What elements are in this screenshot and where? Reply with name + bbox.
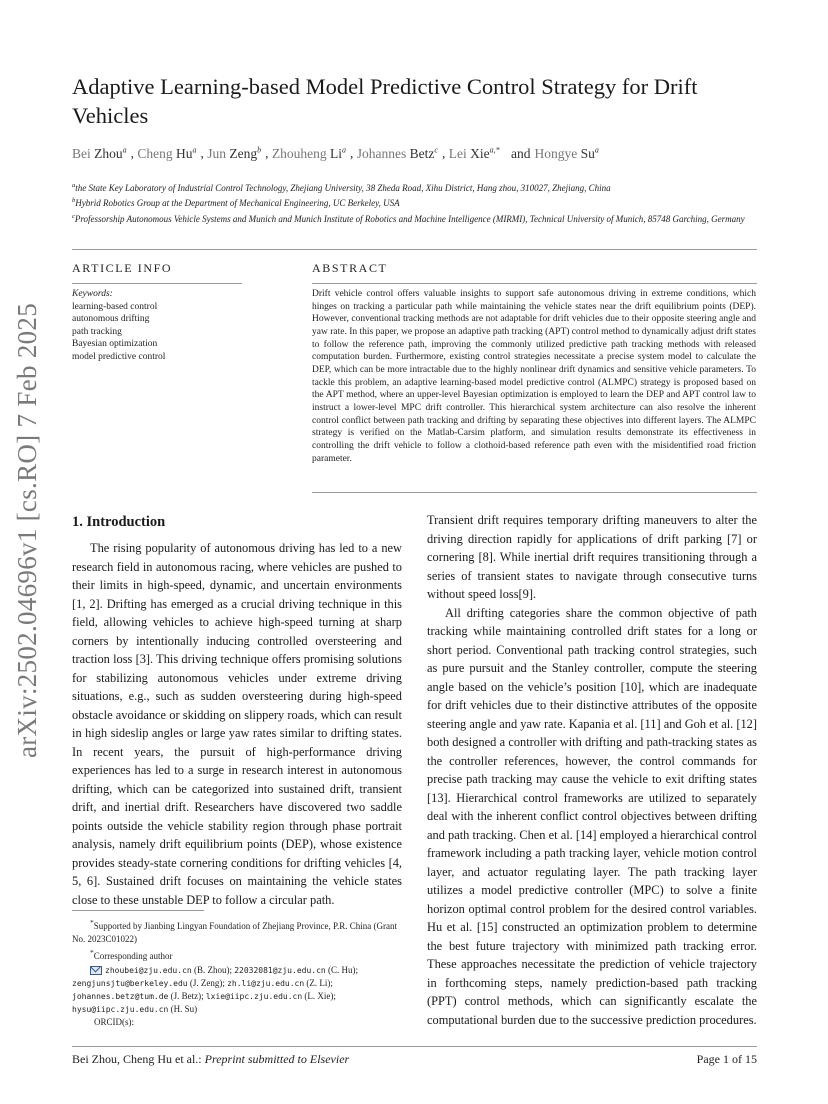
email-link[interactable]: johannes.betz@tum.de (72, 992, 169, 1002)
author-name (137, 146, 196, 161)
paper-title: Adaptive Learning-based Model Predictive Control Strategy for Drift Vehicles (72, 74, 698, 128)
author-affiliation-marker: a (122, 145, 127, 154)
email-line-4 (72, 1003, 412, 1016)
author-last-name: Su (580, 145, 595, 161)
author-last-name: Xie (470, 145, 490, 161)
funding-note (72, 916, 412, 946)
author-last-name: Hu (176, 145, 193, 161)
corresponding-note (72, 946, 412, 963)
author-first-name: Jun (207, 145, 227, 161)
email-line-1 (72, 964, 412, 977)
author-affiliation-marker: a (192, 145, 197, 154)
envelope-icon (90, 966, 102, 975)
author-name (449, 146, 500, 161)
corresponding-marker: * (90, 948, 94, 958)
author-name (272, 146, 346, 161)
author-affiliation-marker: b (257, 145, 262, 154)
author-first-name: Hongye (534, 145, 578, 161)
funding-text: Supported by Jianbing Lingyan Foundation of Zhejiang Province, P.R. China (Grant No. 2023C01022) (72, 921, 397, 945)
abstract-text: Drift vehicle control offers valuable insights to support safe autonomous driving in extreme conditions, which hinges on tracking a particular path while maintaining the vehicle states near the drift equilibrium points (DEP). However, conventional tracking methods are not adaptable for drift vehicles due to their opposite steering angle and yaw rate. In this paper, we propose an adaptive path tracking (APT) control method to dynamically adjust drift states to follow the reference path, improving the commonly utilized predictive path tracking methods with released computation burden. Furthermore, existing control strategies necessitate a precise system model to calculate the DEP, which can be more intractable due to the highly nonlinear drift dynamics and sensitive vehicle parameters. To tackle this problem, an adaptive learning-based model predictive control (ALMPC) strategy is proposed based on the APT method, where an upper-level Bayesian optimization is employed to learn the DEP and APT control law to instruct a lower-level MPC drift controller. This hierarchical system architecture can also resolve the inherent control conflict between path tracking and drifting by separating these objectives into different layers. The ALMPC strategy is verified on the Matlab-Carsim platform, and simulation results demonstrate its effectiveness in controlling the drift vehicle to follow a clothoid-based reference path even with the misidentified road friction parameter. (312, 289, 756, 464)
author-first-name: Johannes (356, 145, 407, 161)
author-last-name: Zhou (94, 145, 123, 161)
intro-paragraph-3: All drifting categories share the common objective of path tracking while maintaining controlled drift states for a long or short period. Conventional path tracking control strategies, such as pure pursuit and the Stanley controller, compute the steering angle based on the vehicle’s position [10], which are inadequate for drift vehicles due to their distinctive attributes of the opposite steering angle and yaw rate. Kapania et al. [11] and Goh et al. [12] both designed a controller with drifting and path-tracking states as the controller references, however, the control commands for precise path tracking may cause the vehicle to exit drifting states [13]. Hierarchical control frameworks are utilized to separately deal with the inherent conflict control objectives between drifting and path tracking. Chen et al. [14] employed a hierarchical control framework including a path tracking layer, vehicle motion control layer, and actuator regulating layer. The path tracking layer utilizes a model predictive controller (MPC) to solve a finite horizon optimal control problem for the desired control variables. Hu et al. [15] constructed an optimization problem to determine the best future trajectory with minimized path tracking error. These approaches necessitate the prediction of vehicle trajectory in forthcoming steps, namely prediction-based path tracking (PPT) control methods, which can significantly escalate the computational burden due to the successive prediction procedures. (427, 605, 757, 1027)
article-info-heading: ARTICLE INFO (72, 261, 173, 275)
affiliation-c-text: Professorship Autonomous Vehicle Systems and Munich and Munich Institute of Robotics and Machine Intelligence (MIRMI), Technical University of Munich, 85748 Garching, Germany (74, 214, 745, 224)
email-link[interactable]: lxie@iipc.zju.edu.cn (205, 992, 303, 1002)
email-line-2 (72, 977, 412, 990)
keywords-label: Keywords: (72, 289, 113, 299)
affiliation-c-marker: c (72, 213, 75, 220)
author-affiliation-marker: a,* (489, 145, 500, 154)
keyword: path tracking (72, 326, 122, 337)
intro-right-column (427, 511, 757, 1029)
email-link[interactable]: zengjunsjtu@berkeley.edu (72, 978, 188, 988)
arxiv-stamp-text: arXiv:2502.04696v1 [cs.RO] 7 Feb 2025 (12, 302, 43, 758)
author-list: Bei Zhou$^a$ , Cheng Hu$^a$ , Jun Zeng$^b$ , Zhouheng Li$^a$ , Johannes Betz$^c$ , Lei Xie$^{a,*}$ and Hongye Su$^a$ (72, 145, 599, 161)
author-affiliation-marker: c (434, 145, 438, 154)
author-name (534, 146, 598, 161)
email-owner: (C. Hu); (327, 964, 358, 975)
affiliation-b (72, 194, 747, 210)
footnote-divider (72, 910, 204, 911)
email-link[interactable]: zhoubei@zju.edu.cn (105, 965, 192, 975)
footer-authors: Bei Zhou, Cheng Hu et al.: (72, 1052, 202, 1066)
author-name (72, 146, 127, 161)
author-first-name: Bei (72, 145, 91, 161)
page-number: Page 1 of 15 (696, 1052, 757, 1066)
abstract-bottom-divider (312, 492, 757, 493)
footer-left (72, 1052, 349, 1067)
abstract-divider (312, 283, 757, 284)
intro-paragraph-1: The rising popularity of autonomous driving has led to a new research field in autonomous racing, where vehicles are pushed to their limits in high-speed, dynamic, and uncertain environments [1, 2]. Drifting has emerged as a crucial driving technique in this field, allowing vehicles to achieve high-speed turning at sharp corners by intentionally inducing controlled oversteering and traction loss [3]. This driving technique offers promising solutions for stabilizing autonomous vehicles under extreme driving situations, e.g., such as sudden oversteering during high-speed obstacle avoidance or skidding on slippery roads, which can result in high sideslip angles or large yaw rates similar to drifting states. In recent years, the pursuit of high-performance driving experiences has led to a surge in research interest in autonomous drifting, which can be categorized into sustained drift, transient drift, and inertial drift. Researchers have discovered two saddle points outside the vehicle stability region through phase portrait analysis, namely drift equilibrium points (DEP), whose existence provides steady-state cornering conditions for drifting vehicles [4, 5, 6]. Sustained drift focuses on maintaining the vehicle states close to these unstable DEP to follow a circular path. (72, 541, 402, 907)
affiliation-b-marker: b (72, 197, 76, 204)
email-line-3 (72, 990, 412, 1003)
email-owner: (J. Zeng); (189, 977, 225, 988)
author-first-name: Lei (448, 145, 467, 161)
article-info-divider (72, 283, 242, 284)
affiliation-b-text: Hybrid Robotics Group at the Department of Mechanical Engineering, UC Berkeley, USA (75, 198, 400, 208)
affiliation-a-text: the State Key Laboratory of Industrial Control Technology, Zhejiang University, 38 Zheda Road, Xihu District, Hang zhou, 310027, Zhejiang, China (75, 183, 611, 193)
keyword: autonomous drifting (72, 314, 150, 325)
orcid-label: ORCID(s): (94, 1017, 134, 1028)
email-link[interactable]: hysu@iipc.zju.edu.cn (72, 1005, 169, 1015)
email-owner: (L. Xie); (304, 991, 336, 1002)
footer-journal: Preprint submitted to Elsevier (204, 1052, 350, 1066)
section-heading-introduction: 1. Introduction (72, 514, 166, 530)
affiliation-a (72, 179, 747, 195)
keyword: model predictive control (72, 351, 166, 362)
email-owner: (Z. Li); (306, 977, 333, 988)
author-conjunction: and (510, 145, 531, 161)
author-first-name: Zhouheng (271, 145, 327, 161)
author-name (357, 146, 438, 161)
email-owner: (B. Zhou); (193, 964, 232, 975)
affiliation-c (72, 210, 747, 226)
author-last-name: Li (330, 145, 343, 161)
arxiv-stamp (6, 300, 50, 760)
intro-left-column (72, 539, 402, 909)
author-first-name: Cheng (137, 145, 173, 161)
footnotes (72, 916, 412, 1030)
keywords-block (72, 288, 252, 364)
author-name (207, 146, 261, 161)
author-affiliation-marker: a (594, 145, 599, 154)
orcid-line (72, 1016, 412, 1029)
author-affiliation-marker: a (342, 145, 347, 154)
keyword: learning-based control (72, 301, 158, 312)
intro-paragraph-2: Transient drift requires temporary drifting maneuvers to alter the driving direction rapidly for applications of drift parking [7] or cornering [8]. While inertial drift requires transitioning through a series of transient states to navigate through consecutive turns without speed loss[9]. (427, 513, 757, 601)
author-last-name: Zeng (229, 145, 258, 161)
email-link[interactable]: 22032081@zju.edu.cn (234, 965, 326, 975)
email-owner: (J. Betz); (170, 991, 204, 1002)
author-last-name: Betz (409, 145, 435, 161)
email-owner: (H. Su) (170, 1004, 198, 1015)
keyword: Bayesian optimization (72, 339, 158, 350)
header-divider (72, 249, 757, 250)
corresponding-text: Corresponding author (93, 951, 173, 962)
affiliation-a-marker: a (72, 182, 76, 189)
footer-divider (72, 1046, 757, 1047)
funding-marker: * (90, 918, 94, 927)
abstract-heading: ABSTRACT (312, 261, 388, 275)
email-link[interactable]: zh.li@zju.edu.cn (227, 978, 305, 988)
